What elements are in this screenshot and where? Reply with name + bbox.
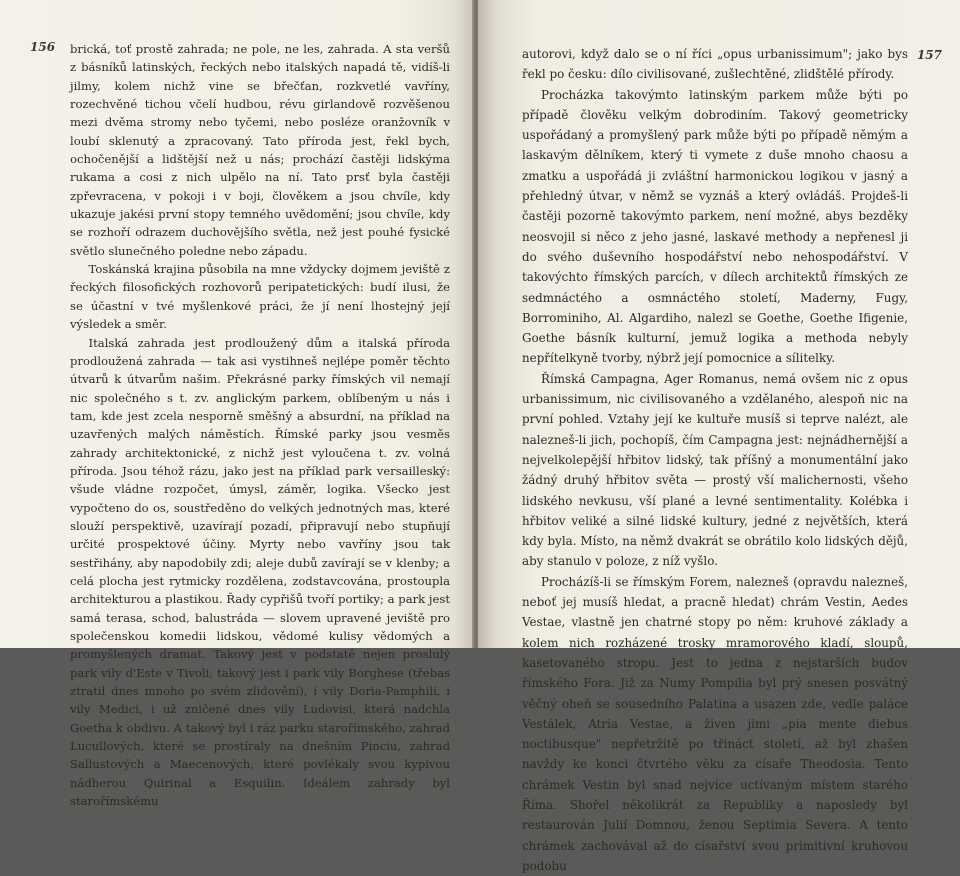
paragraph: Procházka takovýmto latinským parkem může býti po případě člověku velkým dobrodiním. Takový geometricky uspořádaný a promyšlený park může býti po případě němým a laskavým dělníkem, který ti vymete z duše mnoho chaosu a zmatku a uspořádá ji zvláštní harmonickou logikou v jasný a přehledný útvar, v němž se vyznáš a který ovládáš. Projdeš-li častěji pozorně takovýmto parkem, není možné, abys bezděky neosvojil si něco z jeho jasné, laskavé methody a nepřenesl ji do svého duševního hospodářství nebo nehospodářství. V takovýchto římských parcích, v dílech architektů římských ze sedmnáctého a osmnáctého století, Maderny, Fugy, Borrominiho, Al. Algardiho, nalezl se Goethe, Goethe Ifigenie, Goethe básník kulturní, jemuž logika a methoda nebyly nepřítelkyně tvorby, nýbrž její pomocnice a sílitelky. (522, 87, 908, 366)
paragraph: Italská zahrada jest prodloužený dům a italská příroda prodloužená zahrada — tak asi vystihneš nejlépe poměr těchto útvarů k útvarům našim. Překrásné parky římských vil nemají nic společného s t. zv. anglickým parkem, oblíbeným u nás i tam, kde jest zcela nesporně směšný a absurdní, na příklad na uzavřených malých náměstích. Římské parky jsou vesměs zahrady architektonické, z nichž jest vyloučena t. zv. volná příroda. Jsou téhož rázu, jako jest na příklad park versailleský: všude vládne rozpočet, úmysl, záměr, logika. Všecko jest vypočteno do os, soustředěno do velkých jednotných mas, které slouží perspektivě, uzavírají pozadí, připravují nebo stupňují určité prospektové účiny. Myrty nebo vavříny jsou tak sestřihány, aby napodobily zdi; aleje dubů zavírají se v klenby; a celá plocha jest rytmicky rozdělena, zodstavcována, prostoupla architekturou a plastikou. Řady cypřišů tvoří portiky; a park jest samá terasa, schod, balustráda — slovem upravené jeviště pro společenskou komedii lidskou, vědomé kulisy vědomých a promyšlených dramat. Takový jest v podstatě nejen proslulý park vily d'Este v Tivoli, takový jest i park vily Borghese (třebas ztratil dnes mnoho po svém zlidovění), i vily Doria-Pamphili, i vily Medici, i už zničené dnes vily Ludovisi, která nadchla Goetha k obdivu. A takový byl i ráz parku starořímského, zahrad Lucullových, které se prostíraly na dnešním Pinciu, zahrad Sallustových a Maecenových, které povlékaly svou kypivou nádherou Quirinal a Esquilin. Ideálem zahrady byl starořímskému (70, 335, 450, 809)
paragraph: autorovi, když dalo se o ní říci „opus urbanissimum"; jako bys řekl po česku: dílo civilisované, zušlechtěné, zlidštělé přírody. (522, 47, 908, 82)
paragraph: Římská Campagna, Ager Romanus, nemá ovšem nic z opus urbanissimum, nic civilisovaného a vzdělaného, alespoň nic na první pohled. Vztahy její ke kultuře musíš si teprve nalézt, ale nalezneš-li jich, pochopíš, čím Campagna jest: nejnádhernější a nejvelkolepější hřbitov lidský, tak příšný a monumentální jako žádný druhý hřbitov světa — prostý vší malichernosti, všeho lidského nevkusu, vší plané a levné sentimentality. Kolébka i hřbitov veliké a silné lidské kultury, jedné z největších, která kdy byla. Místo, na němž dvakrát se obrátilo kolo lidských dějů, aby stanulo v poloze, z níž vyšlo. (522, 371, 908, 569)
paragraph: Toskánská krajina působila na mne vždycky dojmem jeviště z řeckých filosofických rozhovorů peripatetických: budí ilusi, že se účastní v tvé myšlenkové práci, že jí není lhostejný její výsledek a směr. (70, 262, 450, 332)
left-page (0, 0, 474, 809)
paragraph: brická, toť prostě zahrada; ne pole, ne les, zahrada. A sta veršů z básníků latinských, řeckých nebo italských napadá tě, vidíš-li jilmy, kolem nichž vine se břečťan, rozkvetlé vavříny, rozechvěné tichou včelí hudbou, révu girlandově rozvěšenou mezi dvěma stromy nebo tyčemi, nebo posléze oranžovník v loubí sklenutý a zpracovaný. Tato příroda jest, řekl bych, ochočenější a lidštější než u nás; prochází častěji lidskýma rukama a cosi z nich ulpělo na ní. Tato prsť byla častěji zpřevracena, v pokoji i v boji, člověkem a jsou chvíle, kdy ukazuje jakési první stopy temného uvědomění; jsou chvíle, kdy se rozhoří odrazem duchovějšího světla, než jest pouhé fysické světlo slunečného poledne nebo západu. (70, 42, 450, 258)
paragraph: Procházíš-li se římským Forem, nalezneš (opravdu nalezneš, neboť jej musíš hledat, a pracně hledat) chrám Vestin, Aedes Vestae, vlastně jen chatrné stopy po něm: kruhové základy a kolem nich rozházené trosky mramorového kladí, sloupů, kasetovaného stropu. Jest to jedna z nejstarších budov římského Fora. Již za Numy Pompilia byl prý snesen posvátný věčný oheň se sousedního Palatina a usazen zde, vedle paláce Vestálek, Atria Vestae, a živen jimi „pia mente diebus noctibusque" nepřetržitě po třináct století, až byl zhašen navždy ke konci čtvrtého věku za císaře Theodosia. Tento chrámek Vestin byl snad nejvíce uctívaným místem starého Říma. Shořel několikrát za Republiky a naposledy byl restaurován Julií Domnou, ženou Septimia Severa. A tento chrámek zachovával až do císařství svou primitivní kruhovou podobu (522, 574, 908, 873)
left-page-text (70, 40, 450, 810)
page-number-right: 157 (916, 48, 942, 62)
page-number-left: 156 (30, 40, 56, 54)
right-page (478, 0, 960, 873)
right-page-text (522, 44, 908, 876)
